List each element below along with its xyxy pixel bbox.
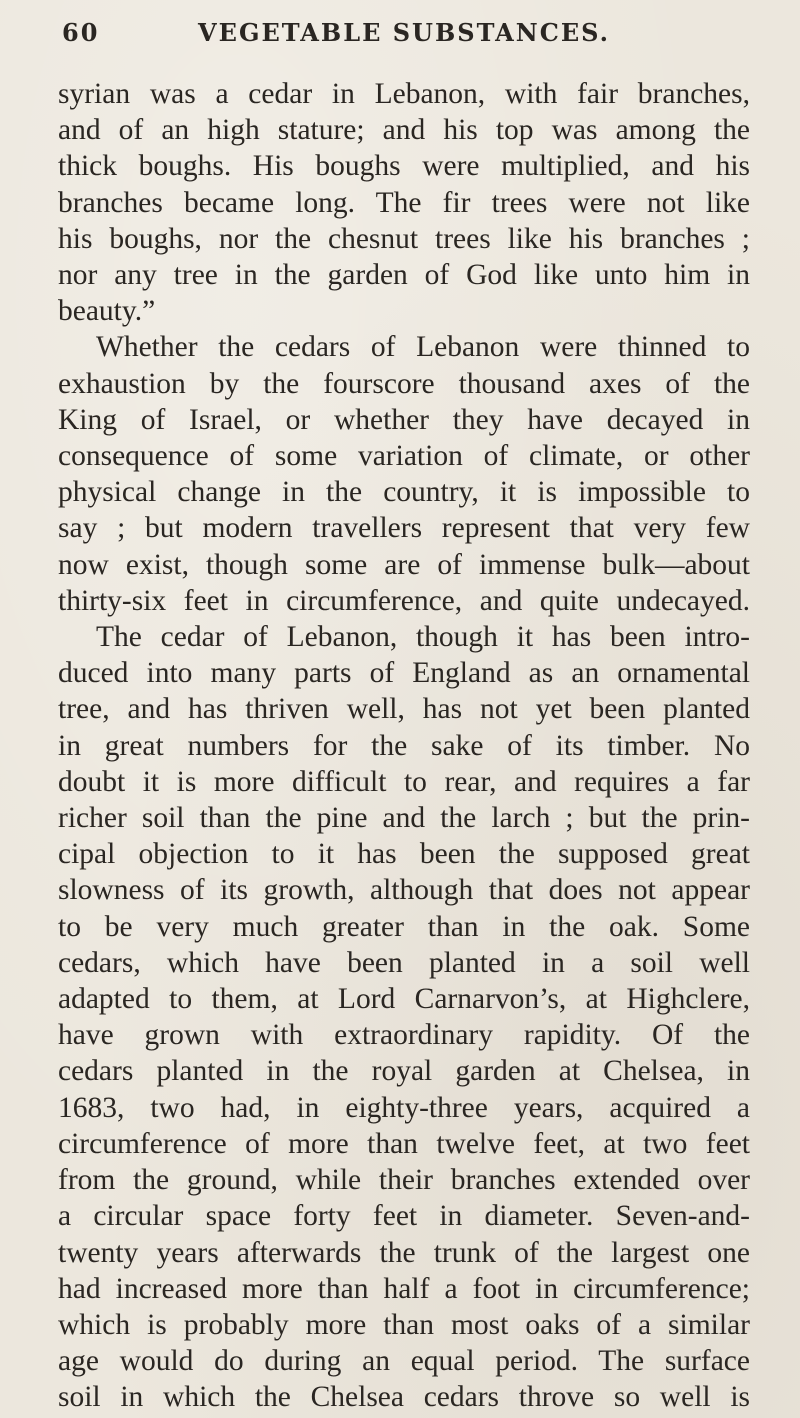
text-line: circumference of more than twelve feet, at two feet xyxy=(58,1127,750,1160)
text-line: richer soil than the pine and the larch ; but the prin- xyxy=(58,802,750,835)
text-line: had increased more than half a foot in circumference; xyxy=(58,1272,750,1305)
text-line: which is probably more than most oaks of a similar xyxy=(58,1308,750,1341)
text-line: physical change in the country, it is impossible to xyxy=(58,476,750,509)
text-line: age would do during an equal period. The surface xyxy=(58,1345,750,1378)
text-line: adapted to them, at Lord Carnarvon’s, at Highclere, xyxy=(58,983,750,1016)
text-line: in great numbers for the sake of its timber. No xyxy=(58,729,750,762)
text-line: twenty years afterwards the trunk of the largest one xyxy=(58,1236,750,1269)
text-line: thirty-six feet in circumference, and quite undecayed. xyxy=(58,584,750,617)
running-head xyxy=(58,10,750,54)
text-line: cedars, which have been planted in a soil well xyxy=(58,946,750,979)
text-line: tree, and has thriven well, has not yet been planted xyxy=(58,693,750,726)
paragraph-start-line: Whether the cedars of Lebanon were thinned to xyxy=(96,331,750,364)
text-line: 1683, two had, in eighty-three years, acquired a xyxy=(58,1091,750,1124)
text-line: doubt it is more difficult to rear, and requires a far xyxy=(58,765,750,798)
text-line: say ; but modern travellers represent that very few xyxy=(58,512,750,545)
text-line: slowness of its growth, although that does not appear xyxy=(58,874,750,907)
body-text xyxy=(58,76,750,1416)
text-line: King of Israel, or whether they have decayed in xyxy=(58,403,750,436)
text-line: cedars planted in the royal garden at Chelsea, in xyxy=(58,1055,750,1088)
text-line: nor any tree in the garden of God like unto him in xyxy=(58,259,750,292)
text-line: consequence of some variation of climate, or other xyxy=(58,440,750,473)
paragraph-start-line: The cedar of Lebanon, though it has been intro- xyxy=(96,621,750,654)
text-line: a circular space forty feet in diameter. Seven-and- xyxy=(58,1200,750,1233)
running-title: VEGETABLE SUBSTANCES. xyxy=(198,18,610,47)
text-line: duced into many parts of England as an ornamental xyxy=(58,657,750,690)
text-line: to be very much greater than in the oak. Some xyxy=(58,910,750,943)
text-line: his boughs, nor the chesnut trees like his branches ; xyxy=(58,222,750,255)
text-line: thick boughs. His boughs were multiplied, and his xyxy=(58,150,750,183)
text-line: syrian was a cedar in Lebanon, with fair branches, xyxy=(58,78,750,110)
text-line: now exist, though some are of immense bulk—about xyxy=(58,548,750,581)
text-line: have grown with extraordinary rapidity. Of the xyxy=(58,1019,750,1052)
page-number: 60 xyxy=(62,18,100,47)
text-line: from the ground, while their branches extended over xyxy=(58,1164,750,1197)
text-line: beauty.” xyxy=(58,295,156,328)
text-line: exhaustion by the fourscore thousand axes of the xyxy=(58,367,750,400)
text-line: soil in which the Chelsea cedars throve so well is xyxy=(58,1381,750,1414)
text-line: and of an high stature; and his top was among the xyxy=(58,114,750,147)
text-line: branches became long. The fir trees were not like xyxy=(58,186,750,219)
text-line: cipal objection to it has been the supposed great xyxy=(58,838,750,871)
